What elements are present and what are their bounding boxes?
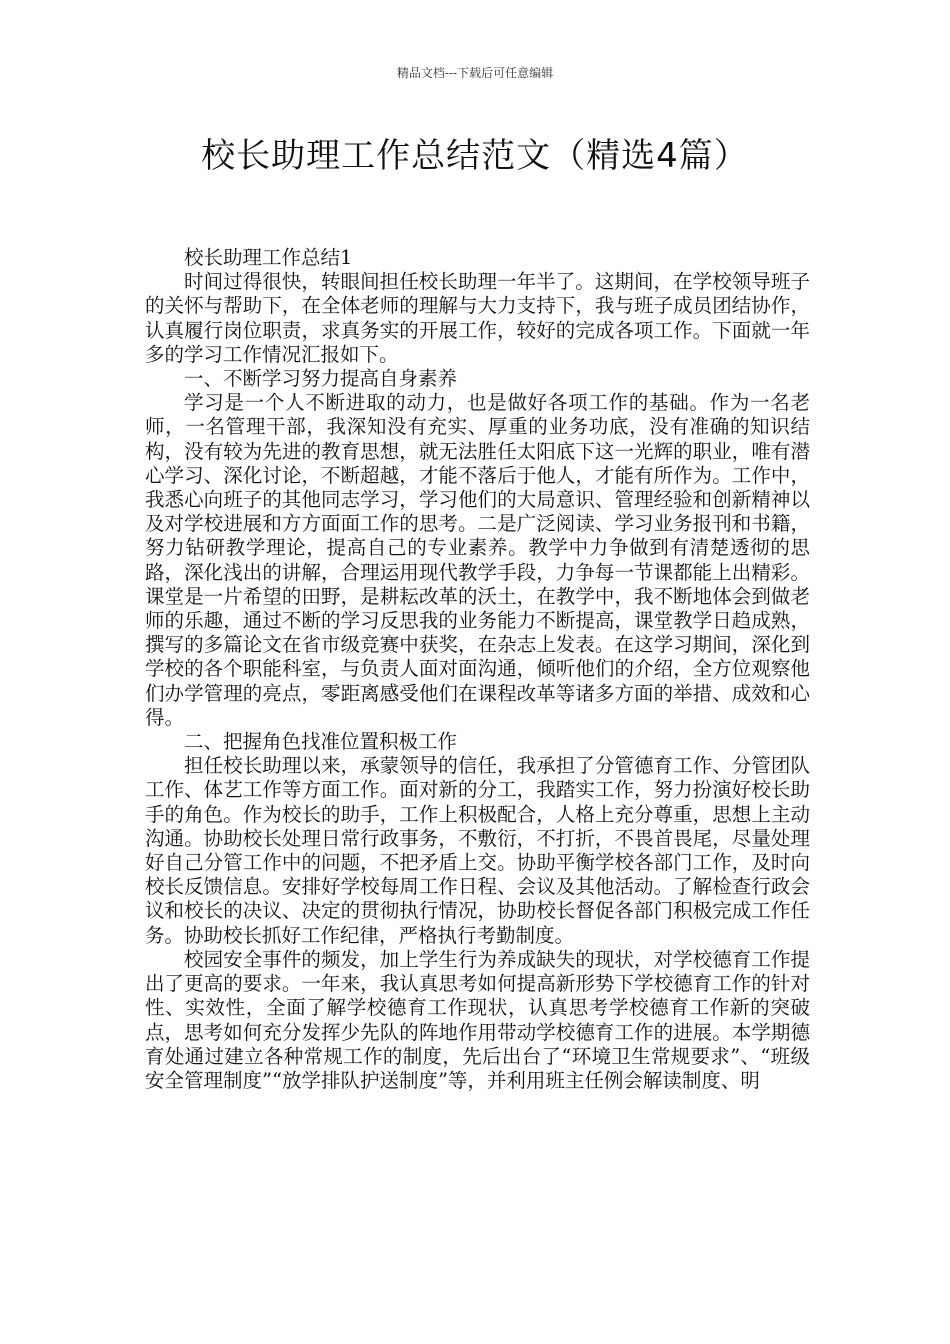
body-paragraph: 担任校长助理以来，承蒙领导的信任，我承担了分管德育工作、分管团队工作、体艺工作等方面工作。面对新的分工，我踏实工作，努力扮演好校长助手的角色。作为校长的助手，工作上积极配合，人格上充分尊重，思想上主动沟通。协助校长处理日常行政事务，不敷衍，不打折，不畏首畏尾，尽量处理好自己分管工作中的问题，不把矛盾上交。协助平衡学校各部门工作，及时向校长反馈信息。安排好学校每周工作日程、会议及其他活动。了解检查行政会议和校长的决议、决定的贯彻执行情况，协助校长督促各部门积极完成工作任务。协助校长抓好工作纪律，严格执行考勤制度。 (145, 754, 810, 947)
subsection-heading: 二、把握角色找准位置积极工作 (184, 730, 458, 754)
section-heading: 校长助理工作总结1 (184, 246, 353, 269)
document-title: 校长助理工作总结范文（精选4篇） (201, 136, 749, 176)
subsection-heading: 一、不断学习努力提高自身素养 (184, 367, 458, 391)
body-paragraph: 时间过得很快，转眼间担任校长助理一年半了。这期间，在学校领导班子的关怀与帮助下，在全体老师的理解与大力支持下，我与班子成员团结协作，认真履行岗位职责，求真务实的开展工作，较好的完成各项工作。下面就一年多的学习工作情况汇报如下。 (145, 270, 810, 366)
header-note: 精品文档---下载后可任意编辑 (396, 66, 554, 80)
body-paragraph: 学习是一个人不断进取的动力，也是做好各项工作的基础。作为一名老师，一名管理干部，我深知没有充实、厚重的业务功底，没有准确的知识结构，没有较为先进的教育思想，就无法胜任太阳底下这一光辉的职业，唯有潜心学习、深化讨论，不断超越，才能不落后于他人，才能有所作为。工作中，我悉心向班子的其他同志学习，学习他们的大局意识、管理经验和创新精神以及对学校进展和方方面面工作的思考。二是广泛阅读、学习业务报刊和书籍，努力钻研教学理论，提高自己的专业素养。教学中力争做到有清楚透彻的思路，深化浅出的讲解，合理运用现代教学手段，力争每一节课都能上出精彩。课堂是一片希望的田野，是耕耘改革的沃土，在教学中，我不断地体会到做老师的乐趣，通过不断的学习反思我的业务能力不断提高，课堂教学日趋成熟，撰写的多篇论文在省市级竞赛中获奖，在杂志上发表。在这学习期间，深化到学校的各个职能科室，与负责人面对面沟通，倾听他们的介绍，全方位观察他们办学管理的亮点，零距离感受他们在课程改革等诸多方面的举措、成效和心得。 (145, 391, 810, 729)
body-paragraph: 校园安全事件的频发，加上学生行为养成缺失的现状，对学校德育工作提出了更高的要求。一年来，我认真思考如何提高新形势下学校德育工作的针对性、实效性，全面了解学校德育工作现状，认真思考学校德育工作新的突破点，思考如何充分发挥少先队的阵地作用带动学校德育工作的进展。本学期德育处通过建立各种常规工作的制度，先后出台了“环境卫生常规要求”、“班级安全管理制度”“放学排队护送制度”等，并利用班主任例会解读制度、明 (145, 947, 810, 1092)
document-body (145, 246, 810, 1093)
